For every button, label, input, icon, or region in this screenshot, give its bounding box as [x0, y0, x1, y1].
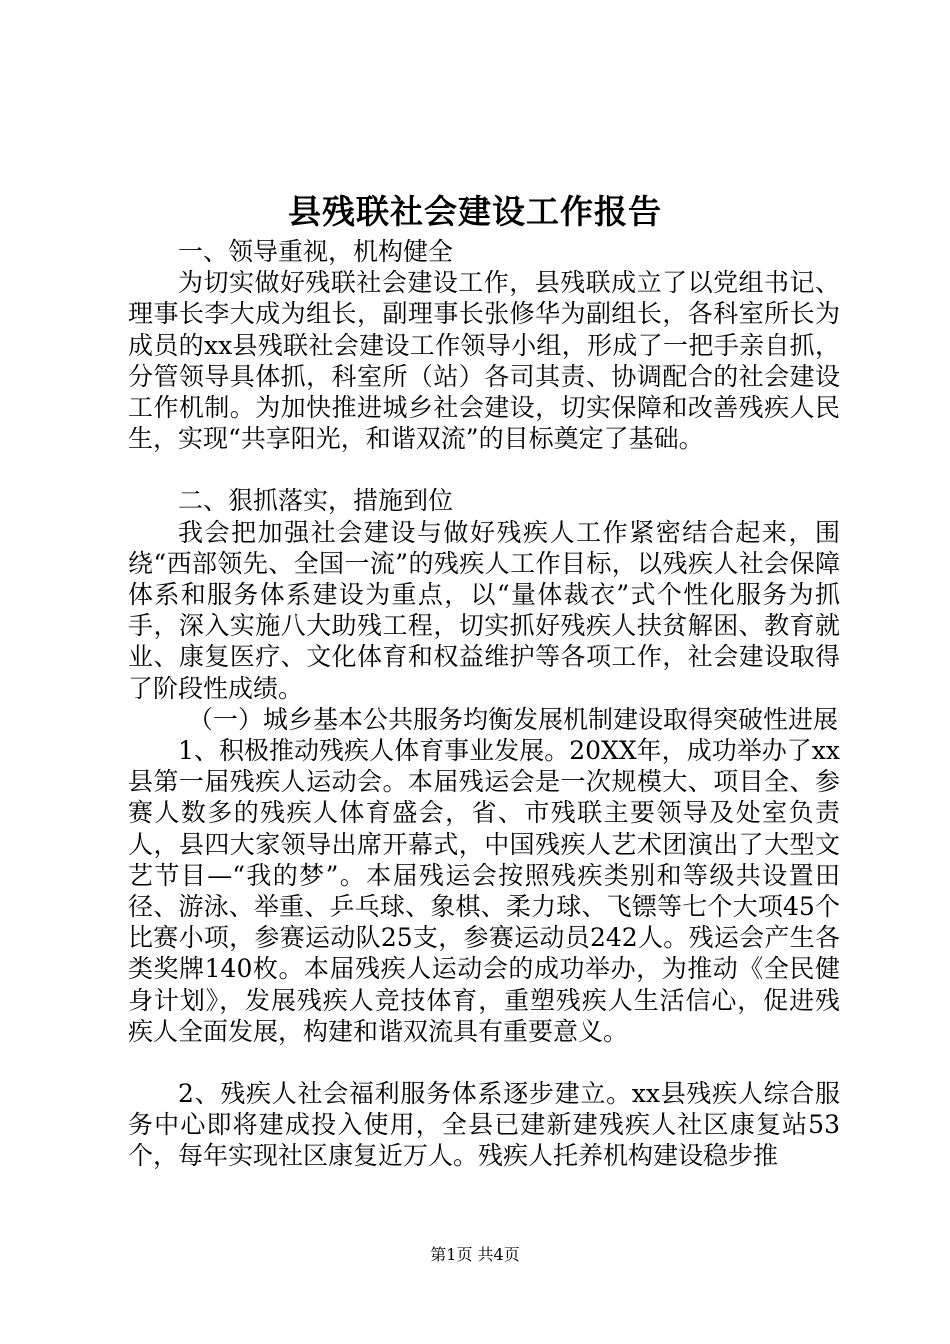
paragraph-gap: [128, 1047, 840, 1078]
paragraph-3: 1、积极推动残疾人体育事业发展。20XX年，成功举办了xx县第一届残疾人运动会。本届残运会是一次规模大、项目全、参赛人数多的残疾人体育盛会，省、市残联主要领导及处室负责人，县四大家领导出席开幕式，中国残疾人艺术团演出了大型文艺节目—“我的梦”。本届残运会按照残疾类别和等级共设置田径、游泳、举重、乒乓球、象棋、柔力球、飞镖等七个大项45个比赛小项，参赛运动队25支，参赛运动员242人。残运会产生各类奖牌140枚。本届残疾人运动会的成功举办，为推动《全民健身计划》，发展残疾人竞技体育，重塑残疾人生活信心，促进残疾人全面发展，构建和谐双流具有重要意义。: [128, 736, 840, 1046]
section-heading-1: 一、领导重视，机构健全: [178, 237, 454, 266]
paragraph-gap: [128, 454, 840, 485]
document-title: 县残联社会建设工作报告: [288, 192, 662, 231]
paragraph-1: 为切实做好残联社会建设工作，县残联成立了以党组书记、理事长李大成为组长，副理事长张修华为副组长，各科室所长为成员的xx县残联社会建设工作领导小组，形成了一把手亲自抓，分管领导具体抓，科室所（站）各司其责、协调配合的社会建设工作机制。为加快推进城乡社会建设，切实保障和改善残疾人民生，实现“共享阳光，和谐双流”的目标奠定了基础。: [128, 268, 840, 454]
paragraph-2: 我会把加强社会建设与做好残疾人工作紧密结合起来，围绕“西部领先、全国一流”的残疾人工作目标，以残疾人社会保障体系和服务体系建设为重点，以“量体裁衣”式个性化服务为抓手，深入实施八大助残工程，切实抓好残疾人扶贫解困、教育就业、康复医疗、文化体育和权益维护等各项工作，社会建设取得了阶段性成绩。: [128, 517, 840, 703]
document-body: [128, 236, 840, 1172]
section-heading-2: 二、狠抓落实，措施到位: [178, 486, 454, 516]
paragraph-4: 2、残疾人社会福利服务体系逐步建立。xx县残疾人综合服务中心即将建成投入使用，全县已建新建残疾人社区康复站53个，每年实现社区康复近万人。残疾人托养机构建设稳步推: [128, 1079, 840, 1171]
subsection-heading-1: （一）城乡基本公共服务均衡发展机制建设取得突破性进展: [188, 704, 839, 734]
page-footer: 第1页 共4页: [430, 1245, 520, 1264]
